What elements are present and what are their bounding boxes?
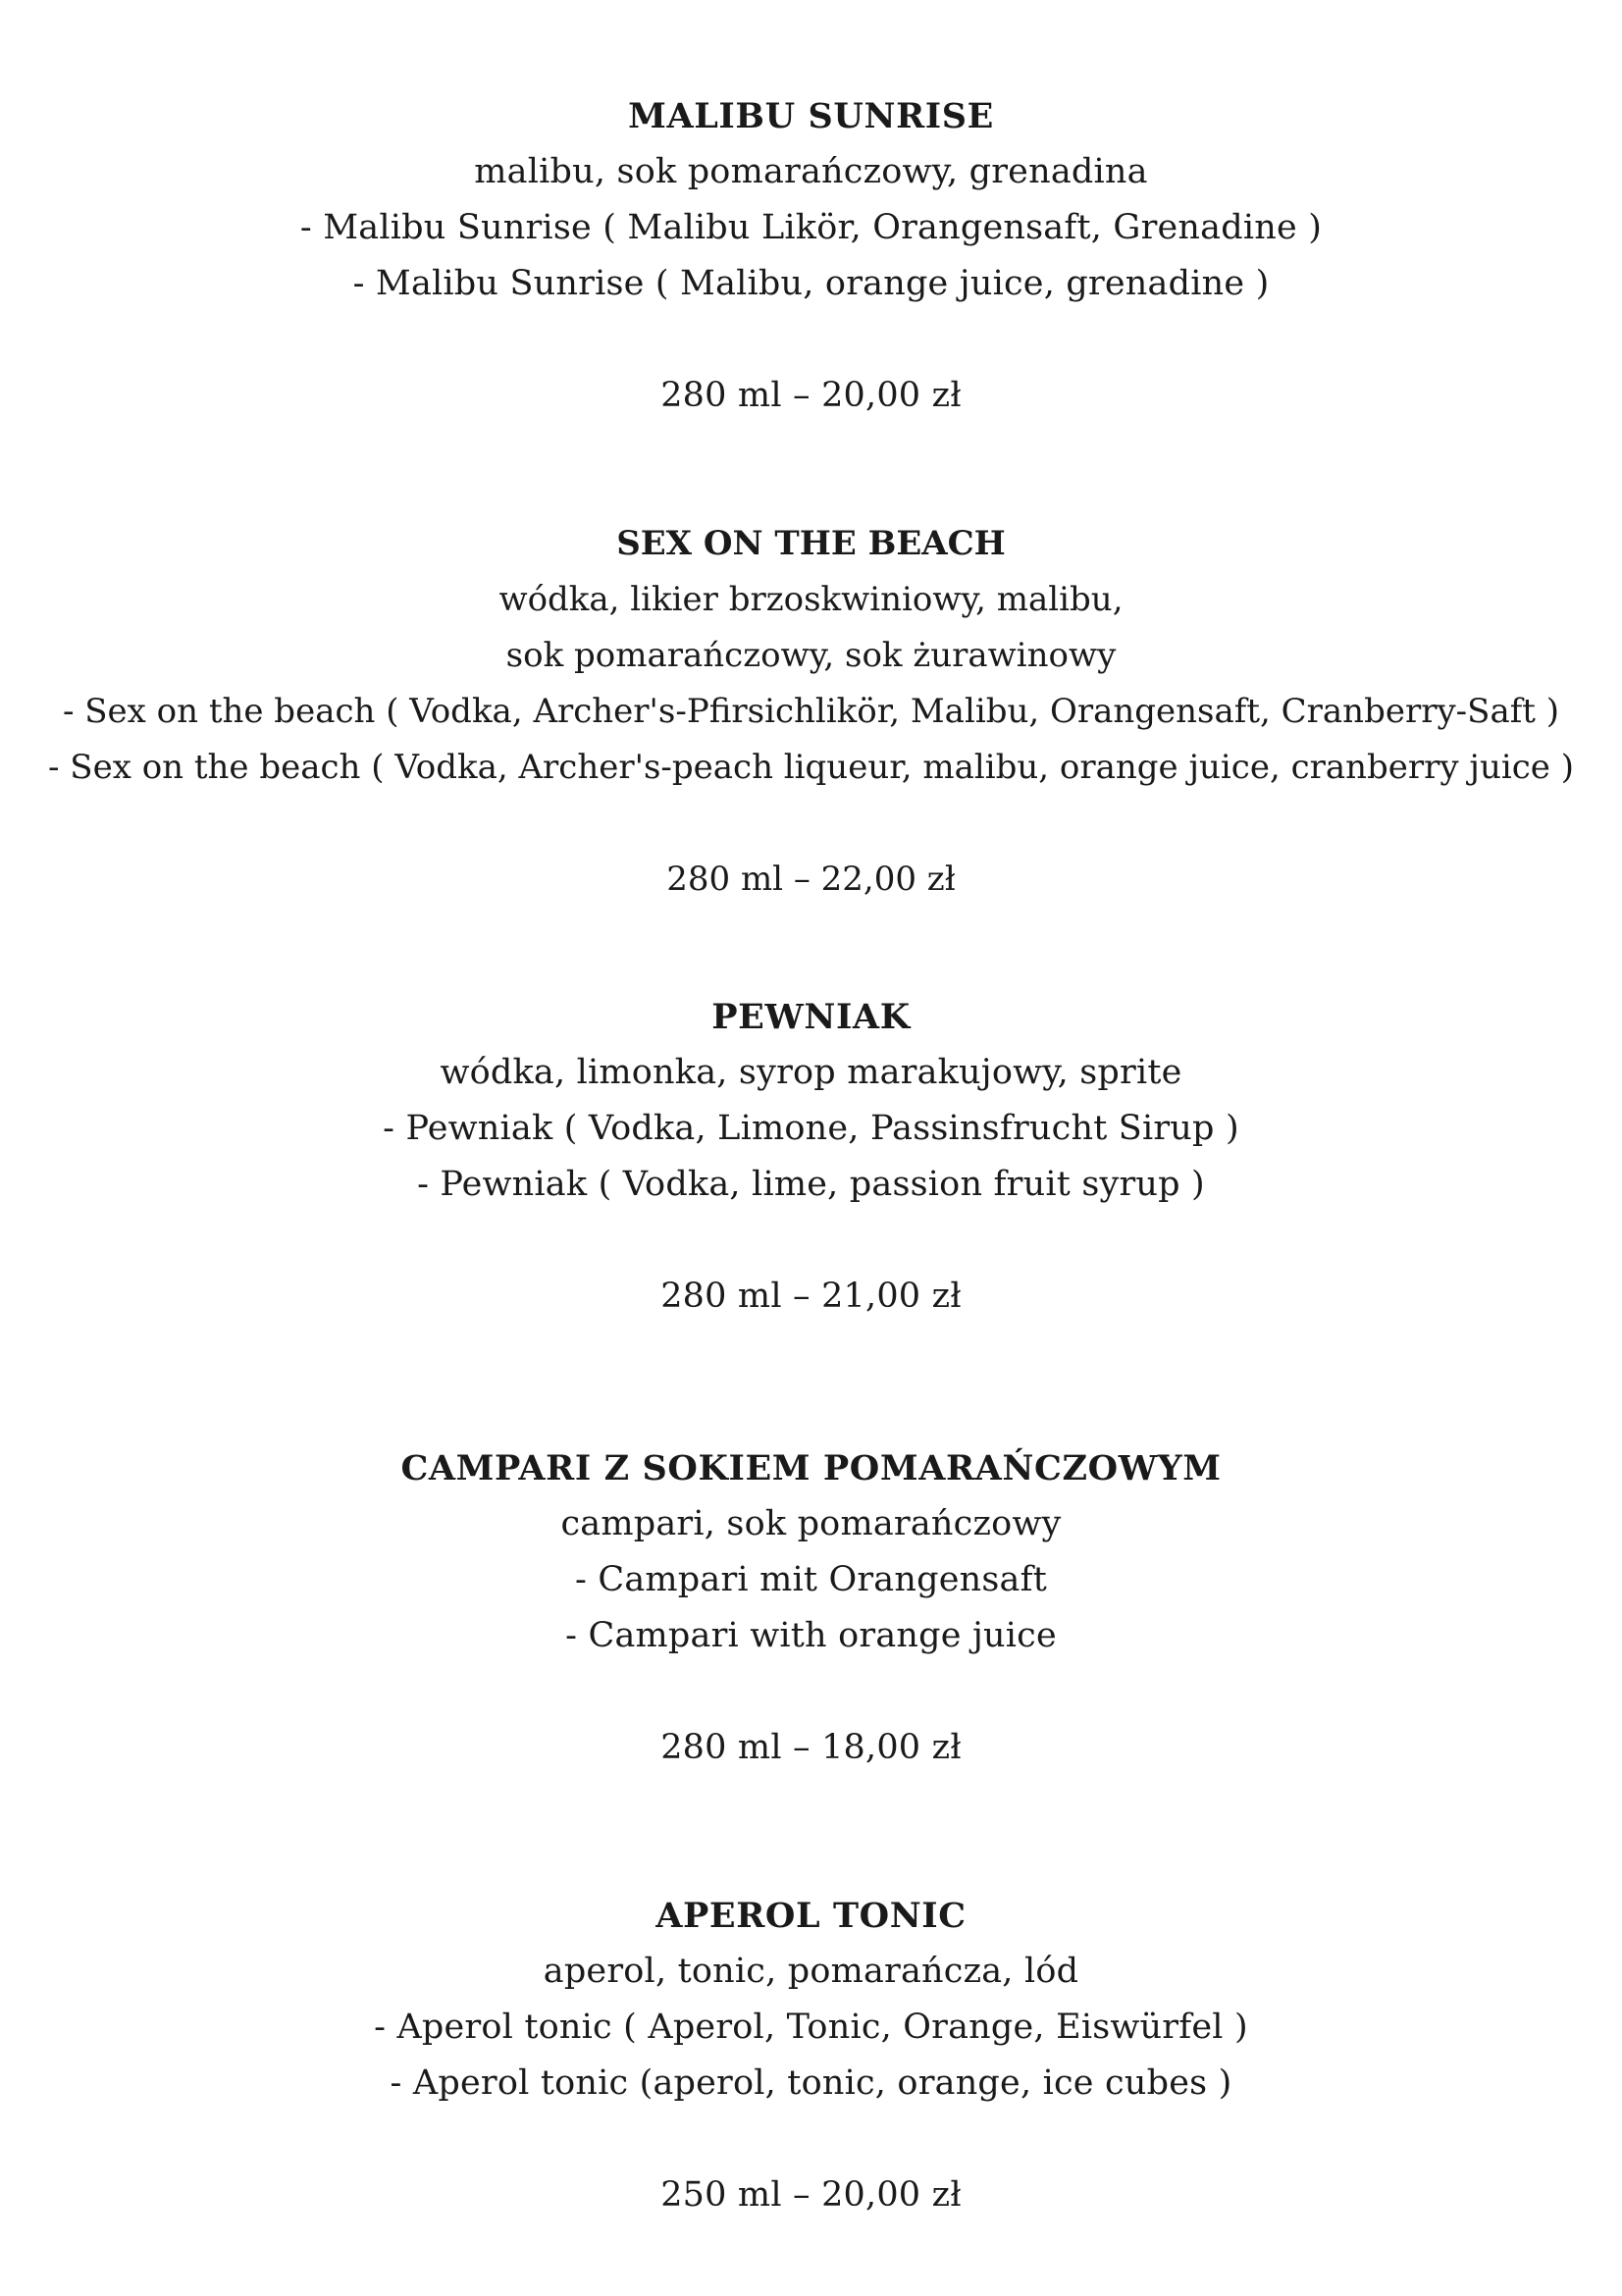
item-price: 280 ml – 22,00 zł [666, 860, 956, 899]
item-ingredients-en: - Malibu Sunrise ( Malibu, orange juice, grenadine ) [352, 264, 1270, 303]
item-title: PEWNIAK [711, 997, 911, 1037]
item-price: 280 ml – 18,00 zł [660, 1728, 962, 1767]
item-ingredients-pl: wódka, likier brzoskwiniowy, malibu, [498, 580, 1124, 619]
item-ingredients-pl: campari, sok pomarańczowy [560, 1504, 1062, 1543]
item-price: 250 ml – 20,00 zł [660, 2175, 962, 2215]
spacer [0, 796, 1622, 852]
item-ingredients-en: - Pewniak ( Vodka, lime, passion fruit syrup ) [417, 1165, 1205, 1204]
menu-item-campari-orange [0, 1440, 1622, 1776]
item-ingredients-de: - Malibu Sunrise ( Malibu Likör, Orangensaft, Grenadine ) [299, 208, 1323, 247]
item-price: 280 ml – 21,00 zł [660, 1277, 962, 1316]
spacer [0, 312, 1622, 368]
item-ingredients-pl: wódka, limonka, syrop marakujowy, sprite [440, 1053, 1182, 1092]
spacer [0, 1664, 1622, 1720]
item-ingredients-de: - Aperol tonic ( Aperol, Tonic, Orange, Eiswürfel ) [374, 2008, 1248, 2047]
item-ingredients-pl: aperol, tonic, pomarańcza, lód [543, 1952, 1079, 1991]
item-ingredients-pl: malibu, sok pomarańczowy, grenadina [474, 152, 1148, 191]
item-ingredients-en: - Sex on the beach ( Vodka, Archer's-peach liqueur, malibu, orange juice, cranberry juice ) [48, 748, 1574, 787]
item-ingredients-en: - Aperol tonic (aperol, tonic, orange, ice cubes ) [390, 2063, 1232, 2103]
item-title: MALIBU SUNRISE [628, 96, 994, 136]
item-price: 280 ml – 20,00 zł [660, 376, 962, 415]
menu-item-sex-on-the-beach [0, 516, 1622, 908]
item-ingredients-de: - Campari mit Orangensaft [574, 1560, 1048, 1599]
item-title: APEROL TONIC [655, 1896, 967, 1936]
item-title: CAMPARI Z SOKIEM POMARAŃCZOWYM [400, 1448, 1222, 1488]
menu-item-aperol-tonic [0, 1888, 1622, 2223]
spacer [0, 2112, 1622, 2167]
item-ingredients-pl-continued: sok pomarańczowy, sok żurawinowy [505, 636, 1117, 675]
item-ingredients-en: - Campari with orange juice [565, 1616, 1057, 1655]
item-ingredients-de: - Sex on the beach ( Vodka, Archer's-Pfirsichlikör, Malibu, Orangensaft, Cranberry-Saft ) [62, 692, 1560, 731]
menu-item-malibu-sunrise [0, 88, 1622, 424]
item-title: SEX ON THE BEACH [616, 524, 1006, 563]
menu-item-pewniak [0, 989, 1622, 1325]
item-ingredients-de: - Pewniak ( Vodka, Limone, Passinsfrucht Sirup ) [383, 1109, 1239, 1148]
spacer [0, 1213, 1622, 1269]
